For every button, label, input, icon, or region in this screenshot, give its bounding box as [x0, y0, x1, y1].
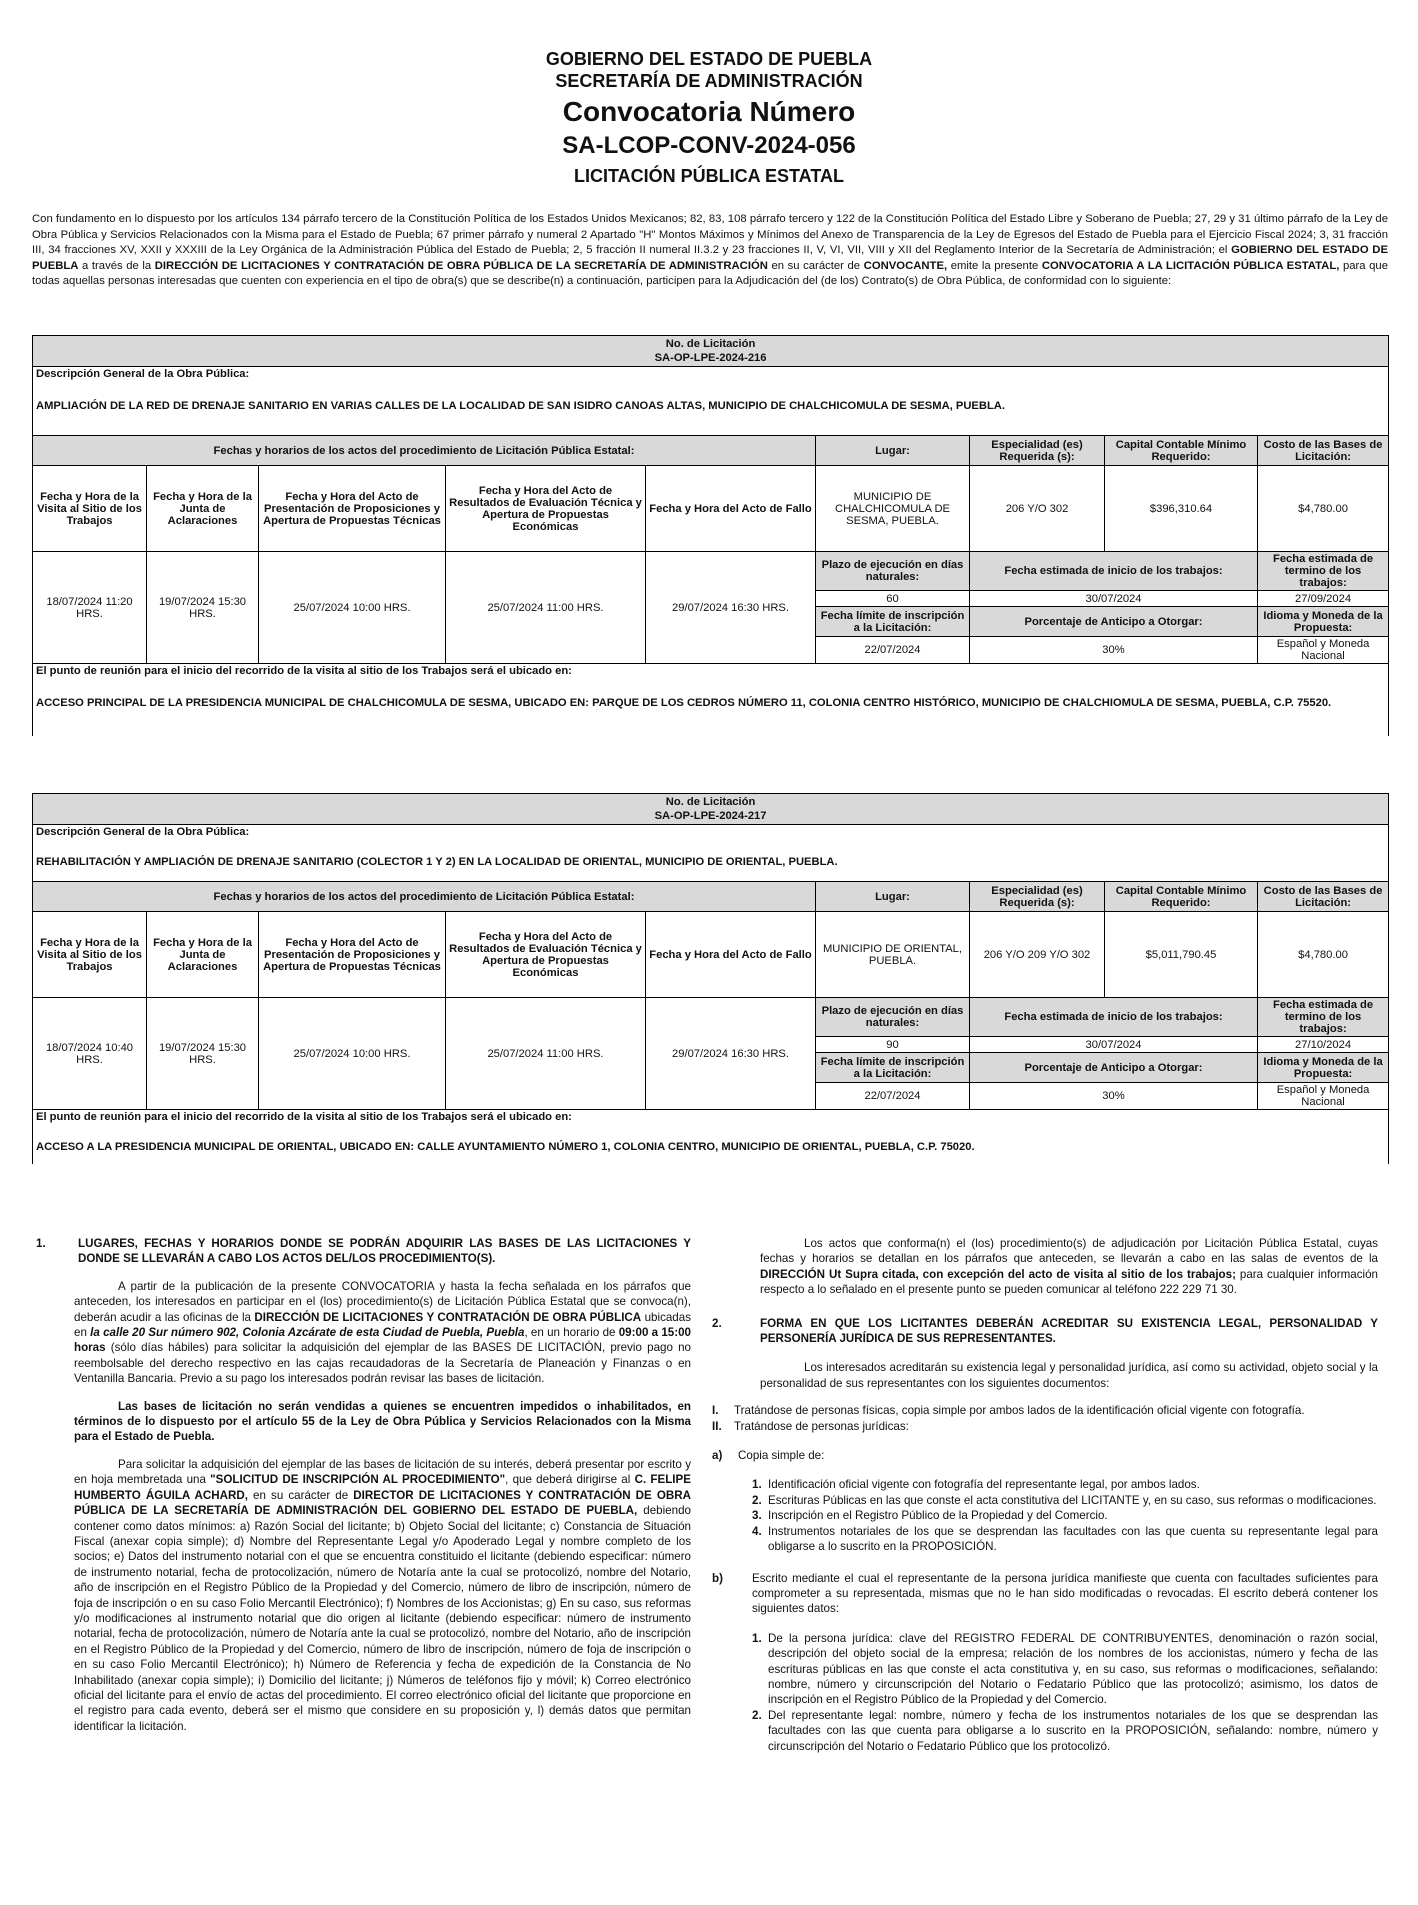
lugar-label: Lugar: — [816, 436, 970, 466]
resultados-value: 25/07/2024 11:00 HRS. — [446, 552, 646, 664]
section-2-heading: 2. FORMA EN QUE LOS LICITANTES DEBERÁN ACREDITAR SU EXISTENCIA LEGAL, PERSONALIDAD Y PERSONERÍA JURÍDICA DE SUS REPRESENTANTES. — [712, 1316, 1378, 1346]
fallo-label: Fecha y Hora del Acto de Fallo — [646, 912, 816, 998]
resultados-label: Fecha y Hora del Acto de Resultados de Evaluación Técnica y Apertura de Propuestas Económicas — [446, 912, 646, 998]
visita-value: 18/07/2024 10:40 HRS. — [33, 998, 147, 1110]
header-secretariat: SECRETARÍA DE ADMINISTRACIÓN — [555, 71, 863, 91]
fallo-value: 29/07/2024 16:30 HRS. — [646, 998, 816, 1110]
descripcion-label: Descripción General de la Obra Pública: — [36, 826, 250, 838]
junta-value: 19/07/2024 15:30 HRS. — [147, 998, 259, 1110]
limite-value: 22/07/2024 — [816, 1083, 970, 1110]
visita-label: Fecha y Hora de la Visita al Sitio de los Trabajos — [33, 912, 147, 998]
plazo-label: Plazo de ejecución en días naturales: — [816, 552, 970, 591]
resultados-label: Fecha y Hora del Acto de Resultados de Evaluación Técnica y Apertura de Propuestas Económicas — [446, 466, 646, 552]
no-licitacion-label: No. de Licitación — [665, 796, 756, 808]
termino-label: Fecha estimada de termino de los trabajos: — [1258, 552, 1389, 591]
header-number: SA-LCOP-CONV-2024-056 — [562, 132, 856, 159]
licitacion-number: SA-OP-LPE-2024-216 — [654, 352, 767, 364]
licitacion-table-2 — [32, 793, 1389, 1164]
section-1-paragraph-1: A partir de la publicación de la presente CONVOCATORIA y hasta la fecha señalada en los párrafos que anteceden, los interesados en participar en el (los) procedimiento(s) de Licitación Pública Estatal que se convoca(n), deberán acudir a las oficinas de la DIRECCIÓN DE LICITACIONES Y CONTRATACIÓN DE OBRA PÚBLICA ubicadas en la calle 20 Sur número 902, Colonia Azcárate de esta Ciudad de Puebla, Puebla, en un horario de 09:00 a 15:00 horas (sólo días hábiles) para solicitar la adquisición del ejemplar de las BASES DE LICITACIÓN, previo pago no reembolsable del derecho respectivo en las cajas recaudadoras de la Secretaría de Planeación y Finanzas o en Ventanilla Bancaria. Previo a su pago los interesados podrán revisar las bases de licitación. — [74, 1279, 692, 1386]
fechas-title: Fechas y horarios de los actos del procedimiento de Licitación Pública Estatal: — [33, 436, 816, 466]
visita-label: Fecha y Hora de la Visita al Sitio de los Trabajos — [33, 466, 147, 552]
capital-label: Capital Contable Mínimo Requerido: — [1105, 882, 1258, 912]
limite-label: Fecha límite de inscripción a la Licitación: — [816, 1053, 970, 1083]
presentacion-value: 25/07/2024 10:00 HRS. — [259, 552, 446, 664]
visita-value: 18/07/2024 11:20 HRS. — [33, 552, 147, 664]
section-1-paragraph-2: Las bases de licitación no serán vendidas a quienes se encuentren impedidos o inhabilitados, en términos de lo dispuesto por el artículo 55 de la Ley de Obra Pública y Servicios Relacionados con la Misma para el Estado de Puebla. — [74, 1399, 691, 1444]
item-a-list — [712, 1477, 1378, 1554]
descripcion-label: Descripción General de la Obra Pública: — [36, 368, 250, 380]
inicio-label: Fecha estimada de inicio de los trabajos: — [970, 998, 1258, 1037]
list-item: 2. Del representante legal: nombre, número y fecha de los instrumentos notariales de los que se desprendan las facultades con las que cuenta para obligarse a lo suscrito en la PROPOSICIÓN, señalando: nombre, número y circunscripción del Notario o Fedatario Público que los protocolizó. — [752, 1708, 1378, 1753]
idioma-value: Español y Moneda Nacional — [1258, 637, 1389, 664]
termino-label: Fecha estimada de termino de los trabajos: — [1258, 998, 1389, 1037]
capital-label: Capital Contable Mínimo Requerido: — [1105, 436, 1258, 466]
list-item: 2. Escrituras Públicas en las que conste el acta constitutiva del LICITANTE y, en su caso, sus reformas o modificaciones. — [752, 1493, 1377, 1507]
punto-value: ACCESO PRINCIPAL DE LA PRESIDENCIA MUNICIPAL DE CHALCHICOMULA DE SESMA, UBICADO EN: PARQUE DE LOS CEDROS NÚMERO 11, COLONIA CENTRO HISTÓRICO, MUNICIPIO DE CHALCHIOMULA DE SESMA, PUEBLA, C.P. 75520. — [36, 697, 1332, 709]
anticipo-value: 30% — [970, 637, 1258, 664]
item-ii: II. Tratándose de personas jurídicas: — [712, 1419, 909, 1433]
plazo-value: 60 — [816, 591, 970, 607]
lugar-value: MUNICIPIO DE ORIENTAL, PUEBLA. — [816, 912, 970, 998]
descripcion-text: REHABILITACIÓN Y AMPLIACIÓN DE DRENAJE SANITARIO (COLECTOR 1 Y 2) EN LA LOCALIDAD DE ORIENTAL, MUNICIPIO DE ORIENTAL, PUEBLA. — [36, 856, 838, 868]
costo-value: $4,780.00 — [1258, 466, 1389, 552]
especialidad-label: Especialidad (es) Requerida (s): — [970, 436, 1105, 466]
left-column — [36, 1236, 691, 1746]
section-2-paragraph-1: Los interesados acreditarán su existencia legal y personalidad jurídica, así como su actividad, objeto social y la personalidad de sus representantes con los siguientes documentos: — [760, 1361, 1378, 1390]
presentacion-value: 25/07/2024 10:00 HRS. — [259, 998, 446, 1110]
punto-label: El punto de reunión para el inicio del recorrido de la visita al sitio de los Trabajos será el ubicado en: — [36, 1111, 572, 1123]
punto-label: El punto de reunión para el inicio del recorrido de la visita al sitio de los Trabajos será el ubicado en: — [36, 665, 572, 677]
junta-label: Fecha y Hora de la Junta de Aclaraciones — [147, 466, 259, 552]
licitacion-table-1 — [32, 335, 1389, 736]
fechas-title: Fechas y horarios de los actos del procedimiento de Licitación Pública Estatal: — [33, 882, 816, 912]
costo-label: Costo de las Bases de Licitación: — [1258, 882, 1389, 912]
anticipo-value: 30% — [970, 1083, 1258, 1110]
resultados-value: 25/07/2024 11:00 HRS. — [446, 998, 646, 1110]
header-government: GOBIERNO DEL ESTADO DE PUEBLA — [545, 49, 873, 69]
descripcion-text: AMPLIACIÓN DE LA RED DE DRENAJE SANITARIO EN VARIAS CALLES DE LA LOCALIDAD DE SAN ISIDRO CANOAS ALTAS, MUNICIPIO DE CHALCHICOMULA DE SESMA, PUEBLA. — [36, 400, 1005, 412]
item-i: I. Tratándose de personas físicas, copia simple por ambos lados de la identificación oficial vigente con fotografía. — [712, 1404, 1305, 1418]
limite-value: 22/07/2024 — [816, 637, 970, 664]
list-item: 1. Identificación oficial vigente con fotografía del representante legal, por ambos lados. — [752, 1478, 1200, 1492]
header-type: LICITACIÓN PÚBLICA ESTATAL — [574, 166, 844, 186]
item-b: b) Escrito mediante el cual el representante de la persona jurídica manifieste que cuenta con facultades suficientes para comprometer a su representada, mismas que no le han sido modificadas o revocadas. El escrito deberá contener los siguientes datos: — [712, 1571, 1378, 1616]
licitacion-number: SA-OP-LPE-2024-217 — [654, 810, 767, 822]
plazo-label: Plazo de ejecución en días naturales: — [816, 998, 970, 1037]
capital-value: $5,011,790.45 — [1105, 912, 1258, 998]
idioma-label: Idioma y Moneda de la Propuesta: — [1258, 1053, 1389, 1083]
lugar-value: MUNICIPIO DE CHALCHICOMULA DE SESMA, PUEBLA. — [816, 466, 970, 552]
punto-value: ACCESO A LA PRESIDENCIA MUNICIPAL DE ORIENTAL, UBICADO EN: CALLE AYUNTAMIENTO NÚMERO 1, COLONIA CENTRO, MUNICIPIO DE ORIENTAL, PUEBLA, C.P. 75020. — [36, 1141, 975, 1153]
lugar-label: Lugar: — [816, 882, 970, 912]
inicio-value: 30/07/2024 — [970, 1037, 1258, 1053]
especialidad-value: 206 Y/O 209 Y/O 302 — [970, 912, 1105, 998]
intro-paragraph: Con fundamento en lo dispuesto por los artículos 134 párrafo tercero de la Constitución Política de los Estados Unidos Mexicanos; 82, 83, 108 párrafo tercero y 122 de la Constitución Política del Estado Libre y Soberano de Puebla; 27, 29 y 31 último párrafo de la Ley de Obra Pública y Servicios Relacionados con la Misma para el Estado de Puebla; 67 primer párrafo y numeral 2 Apartado "H" Montos Máximos y Mínimos del Anexo de Transparencia de la Ley de Egresos del Estado de Puebla para el Ejercicio Fiscal 2024; 3, 31 fracción III, 34 fracciones XV, XXII y XXXIII de la Ley Orgánica de la Administración Pública del Estado de Puebla; 2, 5 fracción II numeral II.3.2 y 23 fracciones II, V, VI, VII, VIII y XII del Reglamento Interior de la Secretaría de Administración; el GOBIERNO DEL ESTADO DE PUEBLA a través de la DIRECCIÓN DE LICITACIONES Y CONTRATACIÓN DE OBRA PÚBLICA DE LA SECRETARÍA DE ADMINISTRACIÓN en su carácter de CONVOCANTE, emite la presente CONVOCATORIA A LA LICITACIÓN PÚBLICA ESTATAL, para que todas aquellas personas interesadas que cuenten con experiencia en el tipo de obra(s) que se describe(n) a continuación, participen para la Adjudicación del (de los) Contrato(s) de Obra Pública, de conformidad con lo siguiente: — [32, 213, 1388, 288]
header-convocatoria: Convocatoria Número — [562, 96, 856, 127]
item-b-list — [712, 1631, 1378, 1754]
item-a: a) Copia simple de: — [712, 1449, 825, 1463]
limite-label: Fecha límite de inscripción a la Licitación: — [816, 607, 970, 637]
list-item: 4. Instrumentos notariales de los que se desprendan las facultades con las que cuenta su representante legal para obligarse a lo suscrito en la PROPOSICIÓN. — [752, 1524, 1378, 1554]
especialidad-label: Especialidad (es) Requerida (s): — [970, 882, 1105, 912]
document-header — [0, 48, 1418, 188]
fallo-value: 29/07/2024 16:30 HRS. — [646, 552, 816, 664]
capital-value: $396,310.64 — [1105, 466, 1258, 552]
presentacion-label: Fecha y Hora del Acto de Presentación de Proposiciones y Apertura de Propuestas Técnicas — [259, 466, 446, 552]
inicio-value: 30/07/2024 — [970, 591, 1258, 607]
junta-label: Fecha y Hora de la Junta de Aclaraciones — [147, 912, 259, 998]
especialidad-value: 206 Y/O 302 — [970, 466, 1105, 552]
anticipo-label: Porcentaje de Anticipo a Otorgar: — [970, 1053, 1258, 1083]
plazo-value: 90 — [816, 1037, 970, 1053]
no-licitacion-label: No. de Licitación — [665, 338, 756, 350]
costo-label: Costo de las Bases de Licitación: — [1258, 436, 1389, 466]
list-item: 1. De la persona jurídica: clave del REGISTRO FEDERAL DE CONTRIBUYENTES, denominación o razón social, descripción del objeto social de la empresa; relación de los nombres de los accionistas, número y fecha de las escrituras públicas en las que conste el acta constitutiva y, en su caso, sus reformas o modificaciones, señalando: nombre, número y circunscripción del Notario o Fedatario Público que las protocolizó; asimismo, los datos de inscripción en el Registro Público de la Propiedad y del Comercio. — [752, 1631, 1378, 1707]
right-column — [712, 1236, 1378, 1754]
idioma-value: Español y Moneda Nacional — [1258, 1083, 1389, 1110]
section-1-paragraph-4: Los actos que conforma(n) el (los) procedimiento(s) de adjudicación por Licitación Pública Estatal, cuyas fechas y horarios se detallan en los párrafos que anteceden, se llevarán a cabo en las salas de eventos de la DIRECCIÓN Ut Supra citada, con excepción del acto de visita al sitio de los trabajos; para cualquier información respecto a lo señalado en el presente punto se pueden comunicar al teléfono 222 229 71 30. — [760, 1237, 1378, 1297]
termino-value: 27/09/2024 — [1258, 591, 1389, 607]
section-1-paragraph-3: Para solicitar la adquisición del ejemplar de las bases de licitación de su interés, deberá presentar por escrito y en hoja membretada una "SOLICITUD DE INSCRIPCIÓN AL PROCEDIMIENTO", que deberá dirigirse al C. FELIPE HUMBERTO ÁGUILA ACHARD, en su carácter de DIRECTOR DE LICITACIONES Y CONTRATACIÓN DE OBRA PÚBLICA DE LA SECRETARÍA DE ADMINISTRACIÓN DEL GOBIERNO DEL ESTADO DE PUEBLA, debiendo contener como datos mínimos: a) Razón Social del licitante; b) Objeto Social del licitante; c) Constancia de Situación Fiscal (anexar copia simple); d) Nombre del Representante Legal y/o Apoderado Legal y nombre completo de los socios; e) Datos del instrumento notarial con el que se encuentra constituido el licitante (debiendo especificar: número de instrumento notarial, fecha de protocolización, número de Notaría ante la cual se protocolizó, nombre del Notario, año de inscripción en el Registro Público de la Propiedad y del Comercio, número de libro de inscripción, número de foja de inscripción o en su caso Folio Mercantil Electrónico); f) Nombres de los Accionistas; g) En su caso, sus reformas y/o modificaciones al instrumento notarial que dio origen al licitante (debiendo especificar: número de instrumento notarial, fecha de protocolización, número de Notaría ante la cual se protocolizó, nombre del Notario, año de inscripción en el Registro Público de la Propiedad y del Comercio, número de libro de inscripción, número de foja de inscripción o en su caso Folio Mercantil Electrónico); h) Número de Referencia y fecha de expedición de la Constancia de No Inhabilitado (anexar copia simple); i) Domicilio del licitante; j) Números de teléfonos fijo y móvil; k) Correo electrónico oficial del licitante para el envío de actas del procedimiento. El correo electrónico oficial del licitante que proporcione en el registro para cada evento, deberá ser el mismo que considere en su proposición y, l) demás datos que permitan identificar la licitación. — [74, 1457, 691, 1733]
inicio-label: Fecha estimada de inicio de los trabajos: — [970, 552, 1258, 591]
presentacion-label: Fecha y Hora del Acto de Presentación de Proposiciones y Apertura de Propuestas Técnicas — [259, 912, 446, 998]
section-1-heading: 1. LUGARES, FECHAS Y HORARIOS DONDE SE PODRÁN ADQUIRIR LAS BASES DE LAS LICITACIONES Y DONDE SE LLEVARÁN A CABO LOS ACTOS DEL/LOS PROCEDIMIENTO(S). — [36, 1237, 691, 1266]
junta-value: 19/07/2024 15:30 HRS. — [147, 552, 259, 664]
termino-value: 27/10/2024 — [1258, 1037, 1389, 1053]
anticipo-label: Porcentaje de Anticipo a Otorgar: — [970, 607, 1258, 637]
list-item: 3. Inscripción en el Registro Público de la Propiedad y del Comercio. — [752, 1509, 1108, 1523]
idioma-label: Idioma y Moneda de la Propuesta: — [1258, 607, 1389, 637]
costo-value: $4,780.00 — [1258, 912, 1389, 998]
fallo-label: Fecha y Hora del Acto de Fallo — [646, 466, 816, 552]
